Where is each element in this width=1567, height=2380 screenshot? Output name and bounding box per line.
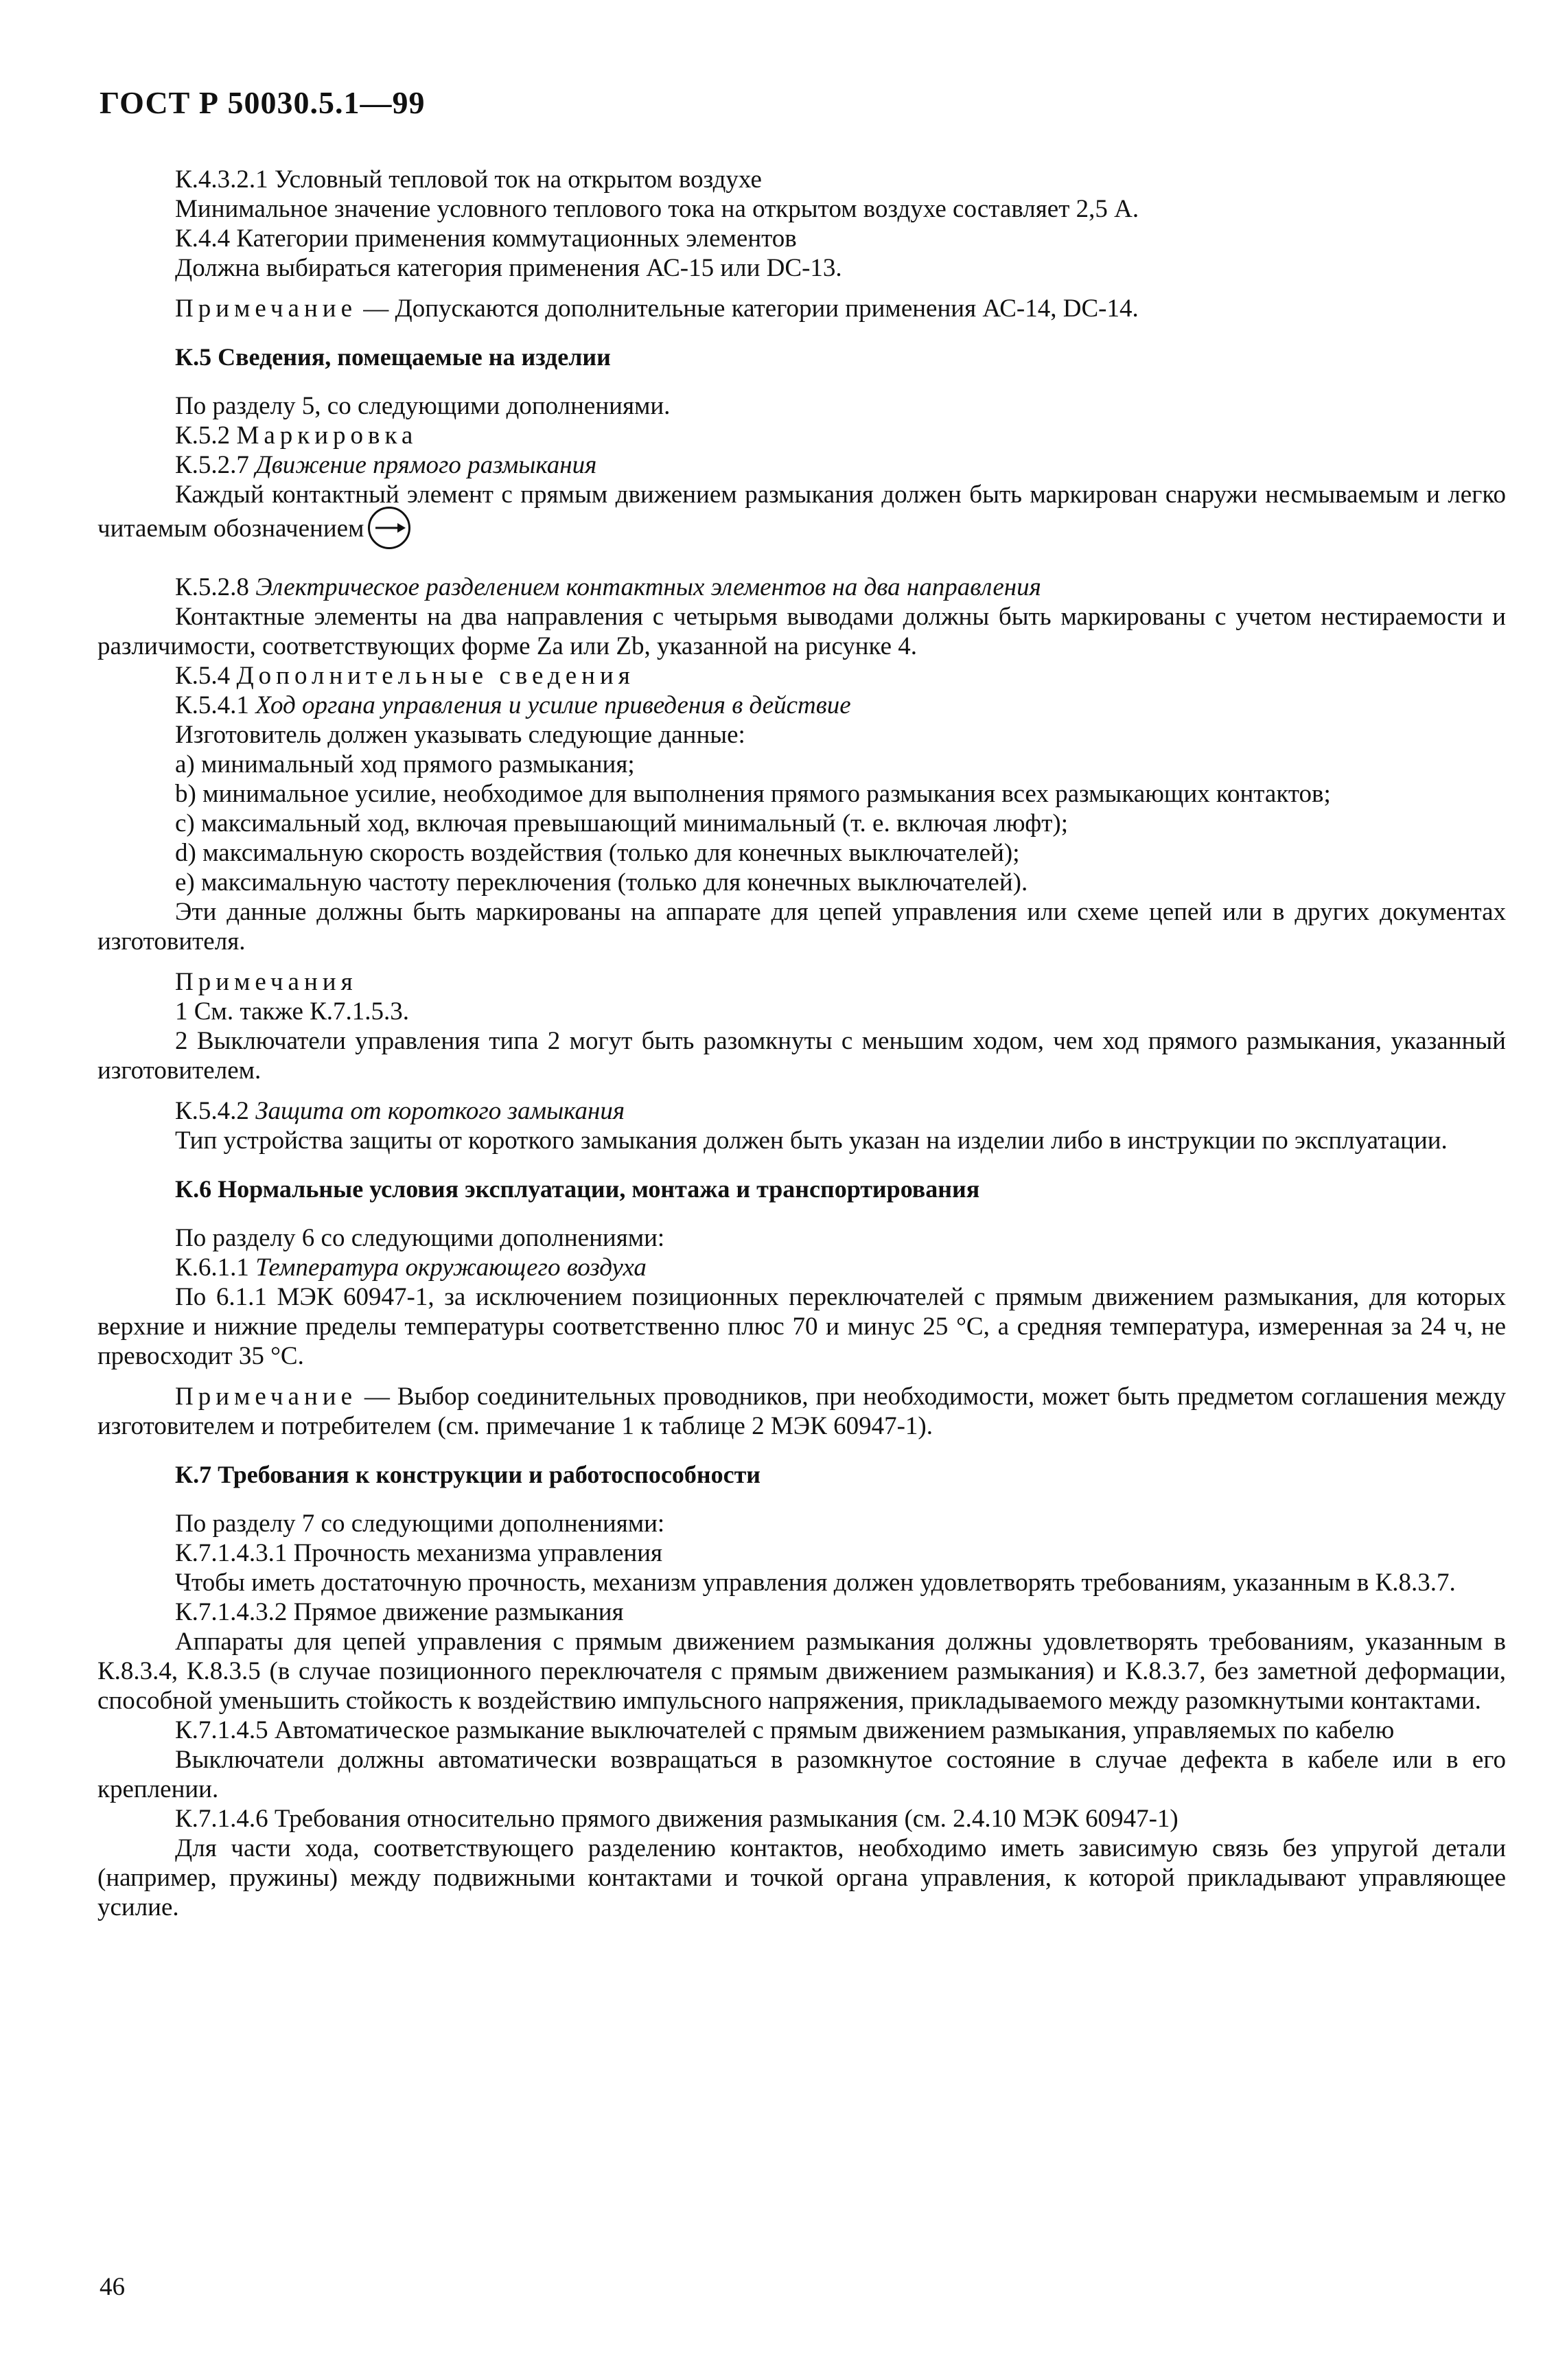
subsection-number: К.6.1.1 (175, 1253, 256, 1282)
paragraph: По 6.1.1 МЭК 60947-1, за исключением позиционных переключателей с прямым движением размыкания, для которых верхние и нижние пределы температуры соответственно плюс 70 и минус 25 °С, а средняя температура, измеренная за 24 ч, не превосходит 35 °С. (97, 1283, 1506, 1370)
paragraph: Эти данные должны быть маркированы на аппарате для цепей управления или схеме цепей или в других документах изготовителя. (97, 898, 1506, 956)
list-item: a) минимальный ход прямого размыкания; (175, 750, 635, 778)
subsection-title (97, 450, 1506, 480)
subsection-label: Дополнительные сведения (236, 662, 635, 690)
page-number: 46 (100, 2273, 125, 2301)
section-heading: К.5 Сведения, помещаемые на изделии (175, 343, 611, 371)
subsection-title (97, 691, 1506, 720)
subsection-number: К.5.4 (175, 662, 237, 690)
direct-opening-symbol-icon (368, 507, 410, 549)
paragraph (97, 480, 1506, 552)
paragraph: Тип устройства защиты от короткого замыкания должен быть указан на изделии либо в инструкции по эксплуатации. (175, 1127, 1448, 1155)
note (97, 294, 1506, 323)
paragraph: Выключатели должны автоматически возвращаться в разомкнутое состояние в случае дефекта в кабеле или в его креплении. (97, 1746, 1506, 1803)
note: 2 Выключатели управления типа 2 могут быть разомкнуты с меньшим ходом, чем ход прямого размыкания, указанный изготовителем. (97, 1027, 1506, 1085)
subsection-label: Температура окружающего воздуха (255, 1253, 647, 1282)
note-text: — Допускаются дополнительные категории применения АС-14, DC-14. (357, 294, 1139, 323)
paragraph: Контактные элементы на два направления с четырьмя выводами должны быть маркированы с учетом нестираемости и различимости, соответствующих форме Za или Zb, указанной на рисунке 4. (97, 603, 1506, 660)
notes-label (97, 967, 1506, 997)
paragraph: Изготовитель должен указывать следующие данные: (175, 721, 745, 749)
note-text: — Выбор соединительных проводников, при необходимости, может быть предметом соглашения между изготовителем и потребителем (см. примечание 1 к таблице 2 МЭК 60947-1). (97, 1383, 1506, 1440)
subsection-title (97, 1253, 1506, 1282)
paragraph: По разделу 7 со следующими дополнениями: (175, 1510, 665, 1538)
note-label: Примечание (175, 294, 357, 323)
paragraph-text: Каждый контактный элемент с прямым движением размыкания должен быть маркирован снаружи несмываемым и легко читаемым обозначением (97, 481, 1506, 543)
subsection-label: Электрическое разделением контактных элементов на два направления (255, 573, 1041, 601)
subsection-label: Маркировка (236, 421, 418, 450)
paragraph: К.7.1.4.3.1 Прочность механизма управления (175, 1539, 663, 1567)
section-heading: К.7 Требования к конструкции и работоспособности (175, 1461, 761, 1488)
paragraph: К.7.1.4.6 Требования относительно прямого движения размыкания (см. 2.4.10 МЭК 60947-1) (175, 1805, 1179, 1833)
list-item: b) минимальное усилие, необходимое для выполнения прямого размыкания всех размыкающих контактов; (175, 780, 1331, 808)
subsection-label: Движение прямого размыкания (255, 451, 597, 479)
list-item: c) максимальный ход, включая превышающий минимальный (т. е. включая люфт); (175, 809, 1069, 837)
list-item: e) максимальную частоту переключения (только для конечных выключателей). (175, 868, 1028, 897)
standard-header: ГОСТ Р 50030.5.1—99 (100, 85, 426, 120)
paragraph: К.4.3.2.1 Условный тепловой ток на открытом воздухе (175, 165, 762, 194)
subsection-label: Ход органа управления и усилие приведения в действие (255, 691, 851, 719)
note (97, 1382, 1506, 1441)
notes-label-text: Примечания (175, 968, 358, 996)
paragraph: К.4.4 Категории применения коммутационных элементов (175, 224, 797, 253)
subsection-label: Защита от короткого замыкания (255, 1097, 625, 1125)
paragraph: По разделу 6 со следующими дополнениями: (175, 1224, 665, 1252)
subsection-title (97, 1096, 1506, 1126)
paragraph: К.7.1.4.3.2 Прямое движение размыкания (175, 1598, 624, 1626)
paragraph: Для части хода, соответствующего разделению контактов, необходимо иметь зависимую связь без упругой детали (например, пружины) между подвижными контактами и точкой органа управления, к которой прикладывают управляющее усилие. (97, 1834, 1506, 1921)
note-label: Примечание (175, 1383, 357, 1411)
paragraph: По разделу 5, со следующими дополнениями. (175, 392, 671, 420)
subsection-title (97, 661, 1506, 691)
subsection-number: К.5.2.8 (175, 573, 256, 601)
subsection-number: К.5.4.1 (175, 691, 256, 719)
paragraph: Аппараты для цепей управления с прямым движением размыкания должны удовлетворять требованиям, указанным в К.8.3.4, К.8.3.5 (в случае позиционного переключателя с прямым движением размыкания) и К.8.3.7, без заметной деформации, способной уменьшить стойкость к воздействию импульсного напряжения, прикладываемого между разомкнутыми контактами. (97, 1628, 1506, 1715)
section-heading: К.6 Нормальные условия эксплуатации, монтажа и транспортирования (175, 1175, 980, 1203)
subsection-title (97, 573, 1506, 602)
paragraph: Чтобы иметь достаточную прочность, механизм управления должен удовлетворять требованиям, указанным в К.8.3.7. (175, 1569, 1456, 1597)
subsection-number: К.5.4.2 (175, 1097, 256, 1125)
paragraph: Минимальное значение условного теплового тока на открытом воздухе составляет 2,5 А. (175, 195, 1139, 223)
paragraph: К.7.1.4.5 Автоматическое размыкание выключателей с прямым движением размыкания, управляемых по кабелю (175, 1716, 1395, 1744)
note: 1 См. также К.7.1.5.3. (175, 997, 410, 1026)
list-item: d) максимальную скорость воздействия (только для конечных выключателей); (175, 839, 1020, 867)
subsection-title (97, 421, 1506, 450)
document-body (97, 165, 1506, 1922)
subsection-number: К.5.2 (175, 421, 237, 450)
paragraph: Должна выбираться категория применения АС-15 или DC-13. (175, 254, 842, 282)
subsection-number: К.5.2.7 (175, 451, 256, 479)
